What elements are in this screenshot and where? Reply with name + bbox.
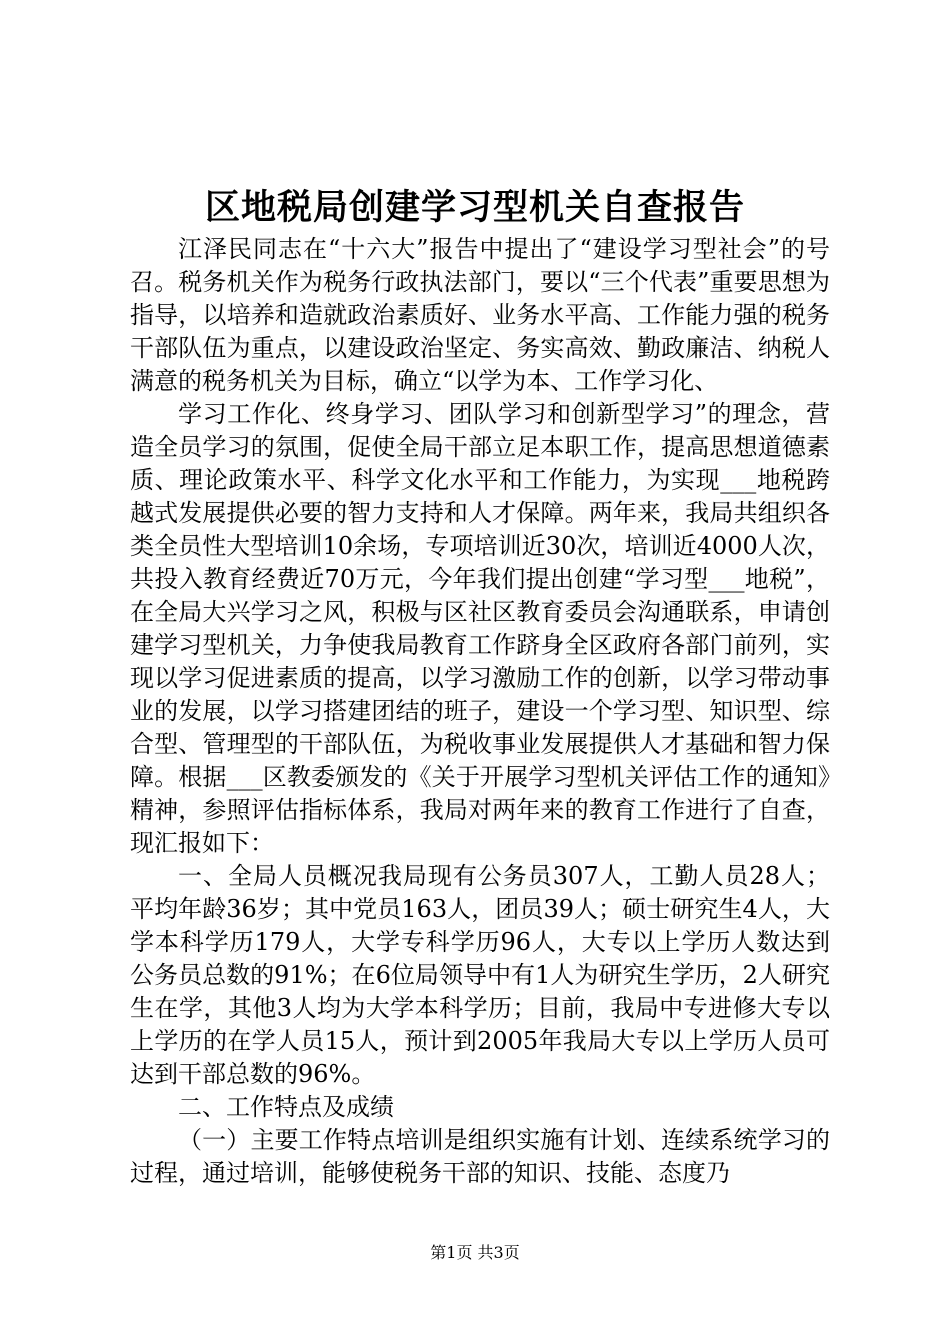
paragraph-staff-overview: 一、全局人员概况我局现有公务员307人，工勤人员28人；平均年龄36岁；其中党员163人，团员39人；硕士研究生4人，大学本科学历179人，大学专科学历96人，大专以上学历人数达到公务员总数的91%；在6位局领导中有1人为研究生学历，2人研究生在学，其他3人均为大学本科学历；目前，我局中专进修大专以上学历的在学人员15人，预计到2005年我局大专以上学历人员可达到干部总数的96%。: [130, 862, 830, 1088]
document-title: 区地税局创建学习型机关自查报告: [204, 187, 745, 228]
paragraph-main-features: （一）主要工作特点培训是组织实施有计划、连续系统学习的过程，通过培训，能够使税务干部的知识、技能、态度乃: [130, 1126, 830, 1187]
section-heading-features: 二、工作特点及成绩: [178, 1093, 394, 1121]
document-body: [130, 233, 830, 1190]
paragraph-intro: 江泽民同志在“十六大”报告中提出了“建设学习型社会”的号召。税务机关作为税务行政执法部门，要以“三个代表”重要思想为指导，以培养和造就政治素质好、业务水平高、工作能力强的税务干部队伍为重点，以建设政治坚定、务实高效、勤政廉洁、纳税人满意的税务机关为目标，确立“以学为本、工作学习化、: [130, 235, 830, 395]
page-number-footer: 第1页 共3页: [430, 1243, 520, 1262]
paragraph-concept: 学习工作化、终身学习、团队学习和创新型学习”的理念，营造全员学习的氛围，促使全局干部立足本职工作，提高思想道德素质、理论政策水平、科学文化水平和工作能力，为实现___地税跨越式发展提供必要的智力支持和人才保障。两年来，我局共组织各类全员性大型培训10余场，专项培训近30次，培训近4000人次，共投入教育经费近70万元，今年我们提出创建“学习型___地税”，在全局大兴学习之风，积极与区社区教育委员会沟通联系，申请创建学习型机关，力争使我局教育工作跻身全区政府各部门前列，实现以学习促进素质的提高，以学习激励工作的创新，以学习带动事业的发展，以学习搭建团结的班子，建设一个学习型、知识型、综合型、管理型的干部队伍，为税收事业发展提供人才基础和智力保障。根据___区教委颁发的《关于开展学习型机关评估工作的通知》精神，参照评估指标体系，我局对两年来的教育工作进行了自查，现汇报如下：: [130, 400, 830, 857]
